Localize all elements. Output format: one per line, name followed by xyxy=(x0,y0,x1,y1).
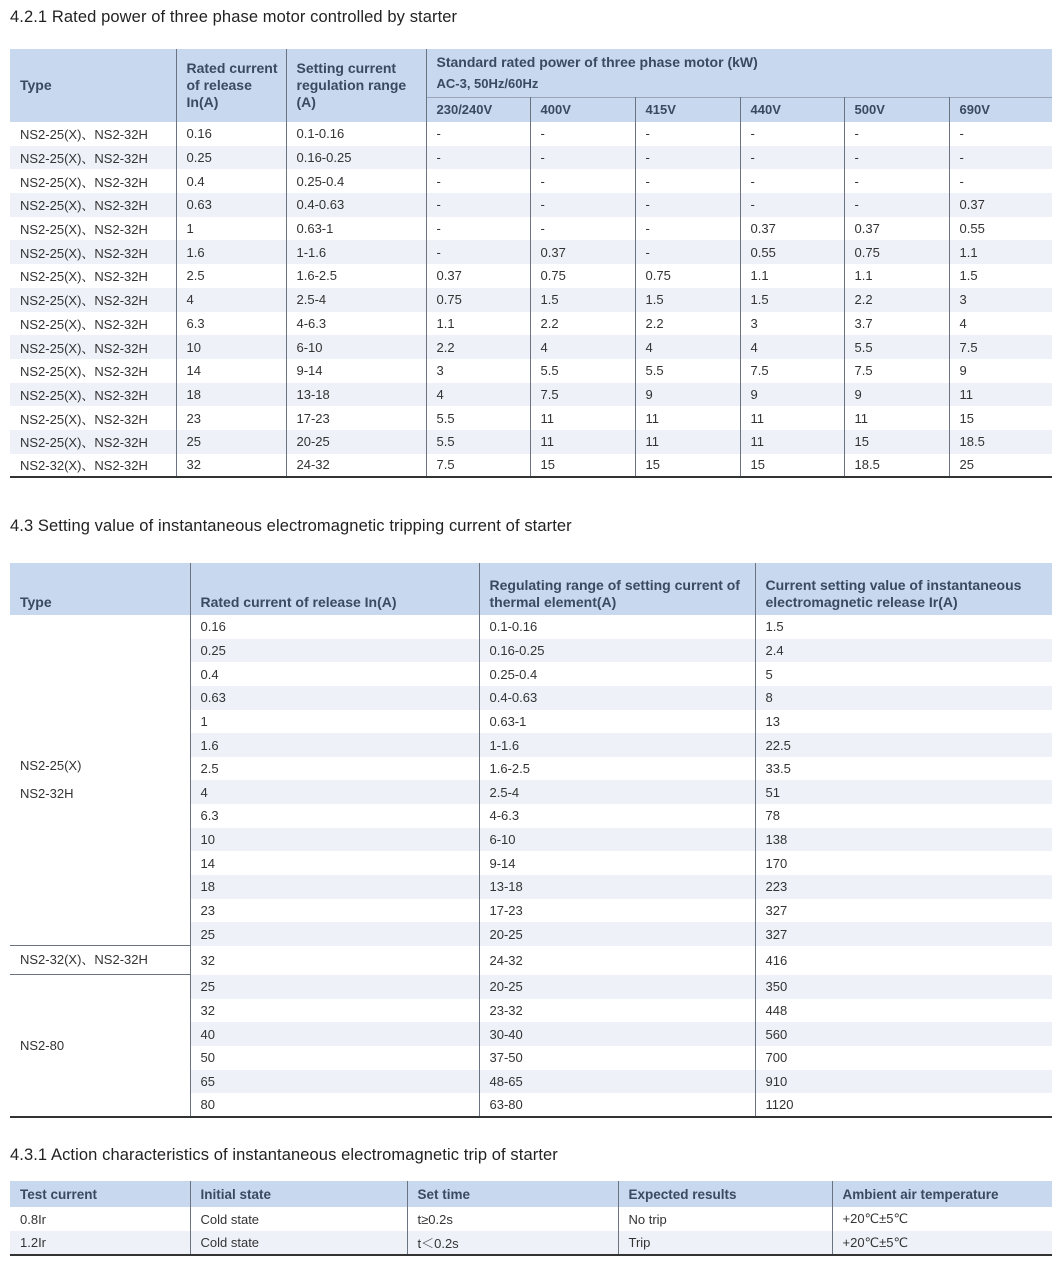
section-4-3-1-title: 4.3.1 Action characteristics of instantaneous electromagnetic trip of starter xyxy=(10,1146,558,1164)
table-cell: 25 xyxy=(190,975,479,999)
table-cell: NS2-25(X)、NS2-32H xyxy=(10,264,176,288)
table-cell: - xyxy=(740,193,844,217)
table-cell: NS2-25(X)、NS2-32H xyxy=(10,430,176,454)
table-cell: 4 xyxy=(959,315,967,331)
table-cell: - xyxy=(426,240,530,264)
table-cell: 1.2Ir xyxy=(10,1231,190,1255)
table-cell: - xyxy=(426,193,530,217)
table-cell: - xyxy=(530,193,635,217)
table-cell: 4 xyxy=(190,780,479,804)
table-cell: 5.5 xyxy=(426,430,530,454)
table-cell: - xyxy=(635,169,740,193)
table-cell: 23 xyxy=(176,406,286,430)
section-4-3-title: 4.3 Setting value of instantaneous electromagnetic tripping current of starter xyxy=(10,517,572,535)
table-cell: 17-23 xyxy=(479,899,755,923)
table-cell: 1.5 xyxy=(959,268,978,284)
table-cell: 25 xyxy=(176,430,286,454)
table-cell: 327 xyxy=(765,903,788,918)
header-voltage-4: 500V xyxy=(844,97,949,122)
table-cell: 11 xyxy=(635,430,740,454)
table-cell: 223 xyxy=(755,875,1052,899)
table-cell: 0.63-1 xyxy=(479,710,755,734)
table-cell: 20-25 xyxy=(479,922,755,946)
table-cell: 0.16-0.25 xyxy=(286,146,426,170)
table-cell: 910 xyxy=(755,1070,1052,1094)
table-row xyxy=(10,1207,1052,1231)
header-voltage-3: 440V xyxy=(740,97,844,122)
type-group-cell xyxy=(10,975,190,1117)
table-cell: NS2-25(X)、NS2-32H xyxy=(10,240,176,264)
t2-header-rated-current: Rated current of release In(A) xyxy=(190,563,479,615)
table-cell: 18.5 xyxy=(949,430,1052,454)
type-label: NS2-25(X) xyxy=(20,758,82,774)
table-cell: 65 xyxy=(190,1070,479,1094)
table-cell: 4 xyxy=(176,288,286,312)
table-cell: 0.8Ir xyxy=(10,1207,190,1231)
table-cell: 327 xyxy=(755,922,1052,946)
table-cell: 0.16 xyxy=(176,122,286,146)
table-cell: 13-18 xyxy=(286,383,426,407)
table-cell: 11 xyxy=(530,406,635,430)
table-cell: 15 xyxy=(959,410,974,426)
table-cell: 1 xyxy=(176,217,286,241)
table-row xyxy=(10,193,1052,217)
table-row xyxy=(10,406,1052,430)
table-row xyxy=(10,146,1052,170)
table-cell: 0.63 xyxy=(176,193,286,217)
table-cell: 4 xyxy=(426,383,530,407)
table-cell: 24-32 xyxy=(479,946,755,975)
table-cell: 15 xyxy=(844,430,949,454)
table-cell: 1.6-2.5 xyxy=(286,264,426,288)
table-cell: 78 xyxy=(765,808,780,824)
table-cell: NS2-25(X)、NS2-32H xyxy=(10,169,176,193)
table-cell: 20-25 xyxy=(286,430,426,454)
table-cell: 0.1-0.16 xyxy=(479,615,755,639)
table-cell: - xyxy=(426,122,530,146)
table-cell: 33.5 xyxy=(765,761,791,777)
table-cell: 0.63 xyxy=(190,686,479,710)
table-cell: 0.16 xyxy=(190,615,479,639)
table-cell: 0.75 xyxy=(426,288,530,312)
table-cell: 13-18 xyxy=(479,875,755,899)
table-cell: 0.37 xyxy=(426,264,530,288)
table-cell: 32 xyxy=(176,454,286,478)
table-cell: 0.75 xyxy=(635,264,740,288)
table-cell: 3 xyxy=(949,288,1052,312)
table-cell: 0.37 xyxy=(740,217,844,241)
type-group-cell xyxy=(10,946,190,975)
table-cell: 1.5 xyxy=(635,288,740,312)
table-cell: +20℃±5℃ xyxy=(832,1231,1052,1255)
t3-header-1: Initial state xyxy=(190,1181,407,1207)
table-cell: 4 xyxy=(740,335,844,359)
table-row xyxy=(10,217,1052,241)
table-cell: Cold state xyxy=(190,1231,407,1255)
table-cell: 3.7 xyxy=(844,312,949,336)
table-cell: 0.55 xyxy=(740,240,844,264)
table-cell: - xyxy=(740,169,844,193)
table-cell: - xyxy=(426,146,530,170)
table-cell: 11 xyxy=(740,430,844,454)
t3-header-0: Test current xyxy=(10,1181,190,1207)
table-cell: 0.1-0.16 xyxy=(286,122,426,146)
table-cell: 9 xyxy=(740,383,844,407)
table-cell: 5.5 xyxy=(844,335,949,359)
table-cell: 2.2 xyxy=(426,335,530,359)
table-cell: 7.5 xyxy=(426,454,530,478)
header-voltage-0: 230/240V xyxy=(426,97,530,122)
table-cell: 2.5-4 xyxy=(479,780,755,804)
table-cell: 14 xyxy=(190,851,479,875)
type-label: NS2-32H xyxy=(20,786,74,802)
table-cell: 10 xyxy=(190,828,479,852)
table-cell: - xyxy=(635,193,740,217)
table-cell: 2.4 xyxy=(755,639,1052,663)
table-cell: 416 xyxy=(765,952,788,968)
table-cell: 11 xyxy=(635,406,740,430)
table-cell: - xyxy=(740,122,844,146)
table-cell: 8 xyxy=(755,686,1052,710)
header-voltage-2: 415V xyxy=(635,97,740,122)
table-cell: - xyxy=(530,217,635,241)
t2-header-setting-value: Current setting value of instantaneous electromagnetic release Ir(A) xyxy=(755,563,1052,615)
table-cell: - xyxy=(635,122,740,146)
table-cell: 0.25 xyxy=(176,146,286,170)
table-cell: 9 xyxy=(844,383,949,407)
table-cell: 7.5 xyxy=(844,359,949,383)
t3-header-3: Expected results xyxy=(618,1181,832,1207)
header-ac3: AC-3, 50Hz/60Hz xyxy=(436,76,539,91)
type-label: NS2-80 xyxy=(20,1037,65,1053)
header-voltage-1: 400V xyxy=(530,97,635,122)
table-row xyxy=(10,122,1052,146)
table-cell: 15 xyxy=(740,454,844,478)
table-cell: 1-1.6 xyxy=(479,733,755,757)
table-cell: - xyxy=(959,126,964,142)
table-row xyxy=(10,430,1052,454)
table-cell: NS2-25(X)、NS2-32H xyxy=(10,146,176,170)
table-cell: Cold state xyxy=(190,1207,407,1231)
table-row xyxy=(10,312,1052,336)
table-cell: 0.37 xyxy=(530,240,635,264)
table-cell: 11 xyxy=(844,406,949,430)
table-cell: 3 xyxy=(740,312,844,336)
table-row xyxy=(10,359,1052,383)
table-cell: 1.6 xyxy=(176,240,286,264)
table-row xyxy=(10,288,1052,312)
table-cell: 0.4-0.63 xyxy=(479,686,755,710)
table-cell: 3 xyxy=(426,359,530,383)
table-cell: 4 xyxy=(530,335,635,359)
table-cell: - xyxy=(740,146,844,170)
table-cell: - xyxy=(635,217,740,241)
table-cell: - xyxy=(530,169,635,193)
table-cell: 4 xyxy=(635,335,740,359)
table-cell: 4-6.3 xyxy=(286,312,426,336)
header-standard-power-label: Standard rated power of three phase motor (kW) xyxy=(436,54,758,70)
table-cell: 560 xyxy=(755,1022,1052,1046)
table-cell: 1.5 xyxy=(765,619,784,635)
table-cell: 9 xyxy=(959,363,967,379)
table-cell: - xyxy=(949,146,1052,170)
t3-header-2: Set time xyxy=(407,1181,618,1207)
table-cell: 11 xyxy=(949,383,1052,407)
table-cell: 50 xyxy=(190,1046,479,1070)
table-cell: 9-14 xyxy=(479,851,755,875)
table-cell: t＜0.2s xyxy=(407,1231,618,1255)
table-row xyxy=(10,264,1052,288)
table-cell: NS2-32(X)、NS2-32H xyxy=(10,454,176,478)
table-row xyxy=(10,383,1052,407)
table-cell: NS2-25(X)、NS2-32H xyxy=(10,312,176,336)
table-cell: 18.5 xyxy=(844,454,949,478)
table-cell: 23 xyxy=(190,899,479,923)
table-cell: No trip xyxy=(618,1207,832,1231)
table-cell: 9 xyxy=(635,383,740,407)
table-cell: 11 xyxy=(740,406,844,430)
table-cell: NS2-25(X)、NS2-32H xyxy=(10,335,176,359)
table-cell: 1.1 xyxy=(844,264,949,288)
table-cell: Trip xyxy=(618,1231,832,1255)
table-cell: 1.5 xyxy=(530,288,635,312)
table-cell: 5 xyxy=(765,666,773,682)
table-cell: 25 xyxy=(190,922,479,946)
table-cell: 18 xyxy=(190,875,479,899)
table-cell: 4-6.3 xyxy=(479,804,755,828)
table-cell: 0.25-0.4 xyxy=(286,169,426,193)
table-cell: 32 xyxy=(190,999,479,1023)
t2-header-type: Type xyxy=(10,563,190,615)
table-cell: 5.5 xyxy=(530,359,635,383)
table-row xyxy=(10,169,1052,193)
table-cell: 1.5 xyxy=(740,288,844,312)
table-cell: 2.2 xyxy=(635,312,740,336)
table-cell: - xyxy=(959,173,964,189)
table-cell: 63-80 xyxy=(479,1093,755,1117)
type-label: NS2-32(X)、NS2-32H xyxy=(20,952,148,968)
table-cell: 15 xyxy=(635,454,740,478)
table-cell: - xyxy=(635,240,740,264)
table-cell: 18 xyxy=(176,383,286,407)
table-cell: NS2-25(X)、NS2-32H xyxy=(10,359,176,383)
header-setting-range: Setting current regulation range (A) xyxy=(286,49,426,122)
table-cell: 24-32 xyxy=(286,454,426,478)
table-cell: - xyxy=(426,169,530,193)
t2-header-regulating: Regulating range of setting current of thermal element(A) xyxy=(479,563,755,615)
table-cell: 1.6-2.5 xyxy=(479,757,755,781)
table-cell: 51 xyxy=(755,780,1052,804)
section-4-2-1-title: 4.2.1 Rated power of three phase motor controlled by starter xyxy=(10,8,458,26)
table-cell: NS2-25(X)、NS2-32H xyxy=(10,122,176,146)
table-cell: - xyxy=(635,146,740,170)
table-cell: 32 xyxy=(190,946,479,975)
table-cell: 6.3 xyxy=(190,804,479,828)
table-cell: 10 xyxy=(176,335,286,359)
table-cell: NS2-25(X)、NS2-32H xyxy=(10,383,176,407)
tripping-current-table xyxy=(10,563,1052,1118)
table-cell: 7.5 xyxy=(740,359,844,383)
table-cell: 6-10 xyxy=(479,828,755,852)
table-cell: 0.4 xyxy=(176,169,286,193)
table-cell: 0.4 xyxy=(190,662,479,686)
table-cell: 30-40 xyxy=(479,1022,755,1046)
table-cell: 80 xyxy=(190,1093,479,1117)
table-cell: NS2-25(X)、NS2-32H xyxy=(10,193,176,217)
table-cell: - xyxy=(844,193,949,217)
table-cell: 0.16-0.25 xyxy=(479,639,755,663)
action-characteristics-table xyxy=(10,1181,1052,1256)
table-cell: 2.5 xyxy=(190,757,479,781)
table-cell: 11 xyxy=(530,430,635,454)
table-cell: - xyxy=(844,146,949,170)
table-cell: 5.5 xyxy=(426,406,530,430)
header-rated-current: Rated current of release In(A) xyxy=(176,49,286,122)
table-cell: 22.5 xyxy=(755,733,1052,757)
table-cell: 25 xyxy=(959,457,974,473)
table-cell: 1.1 xyxy=(740,264,844,288)
table-cell: 1.6 xyxy=(190,733,479,757)
table-cell: 7.5 xyxy=(949,335,1052,359)
table-cell: 1-1.6 xyxy=(286,240,426,264)
table-cell: NS2-25(X)、NS2-32H xyxy=(10,288,176,312)
table-row xyxy=(10,615,1052,639)
table-cell: +20℃±5℃ xyxy=(842,1211,909,1226)
table-cell: 40 xyxy=(190,1022,479,1046)
table-cell: 48-65 xyxy=(479,1070,755,1094)
table-cell: - xyxy=(844,122,949,146)
table-cell: 7.5 xyxy=(530,383,635,407)
table-row xyxy=(10,1231,1052,1255)
table-cell: 1.1 xyxy=(426,312,530,336)
table-row xyxy=(10,946,1052,975)
table-cell: 6.3 xyxy=(176,312,286,336)
table-cell: 2.5-4 xyxy=(286,288,426,312)
table-cell: 15 xyxy=(530,454,635,478)
table-row xyxy=(10,975,1052,999)
table-row xyxy=(10,454,1052,478)
table-cell: - xyxy=(844,169,949,193)
table-cell: 0.25-0.4 xyxy=(479,662,755,686)
table-cell: 700 xyxy=(765,1050,788,1066)
table-cell: 1.1 xyxy=(949,240,1052,264)
table-cell: NS2-25(X)、NS2-32H xyxy=(10,406,176,430)
table-cell: 0.55 xyxy=(959,221,985,237)
table-cell: - xyxy=(426,217,530,241)
table-cell: 2.5 xyxy=(176,264,286,288)
table-cell: NS2-25(X)、NS2-32H xyxy=(10,217,176,241)
table-cell: 138 xyxy=(755,828,1052,852)
table-cell: - xyxy=(530,122,635,146)
table-cell: - xyxy=(530,146,635,170)
header-voltage-5: 690V xyxy=(949,97,1052,122)
table-row xyxy=(10,240,1052,264)
header-type: Type xyxy=(10,49,176,122)
table-cell: 350 xyxy=(755,975,1052,999)
table-cell: 170 xyxy=(765,855,788,871)
header-standard-power xyxy=(426,49,1052,97)
table-cell: 0.4-0.63 xyxy=(286,193,426,217)
table-cell: 13 xyxy=(765,713,780,729)
table-cell: 14 xyxy=(176,359,286,383)
table-cell: 0.25 xyxy=(190,639,479,663)
table-cell: 5.5 xyxy=(635,359,740,383)
table-cell: t≥0.2s xyxy=(407,1207,618,1231)
table-row xyxy=(10,335,1052,359)
table-cell: 37-50 xyxy=(479,1046,755,1070)
t3-header-4: Ambient air temperature xyxy=(832,1181,1052,1207)
table-cell: 0.37 xyxy=(844,217,949,241)
table-cell: 1120 xyxy=(765,1096,794,1112)
table-cell: 0.75 xyxy=(530,264,635,288)
table-cell: 0.37 xyxy=(949,193,1052,217)
table-cell: 9-14 xyxy=(286,359,426,383)
table-cell: 6-10 xyxy=(286,335,426,359)
type-group-cell xyxy=(10,615,190,946)
table-cell: 448 xyxy=(765,1002,788,1018)
table-cell: 23-32 xyxy=(479,999,755,1023)
table-cell: 17-23 xyxy=(286,406,426,430)
table-cell: 0.75 xyxy=(844,240,949,264)
table-cell: 1 xyxy=(190,710,479,734)
table-cell: 2.2 xyxy=(844,288,949,312)
rated-power-table xyxy=(10,49,1052,478)
table-cell: 2.2 xyxy=(530,312,635,336)
table-cell: 20-25 xyxy=(479,975,755,999)
table-cell: 0.63-1 xyxy=(286,217,426,241)
